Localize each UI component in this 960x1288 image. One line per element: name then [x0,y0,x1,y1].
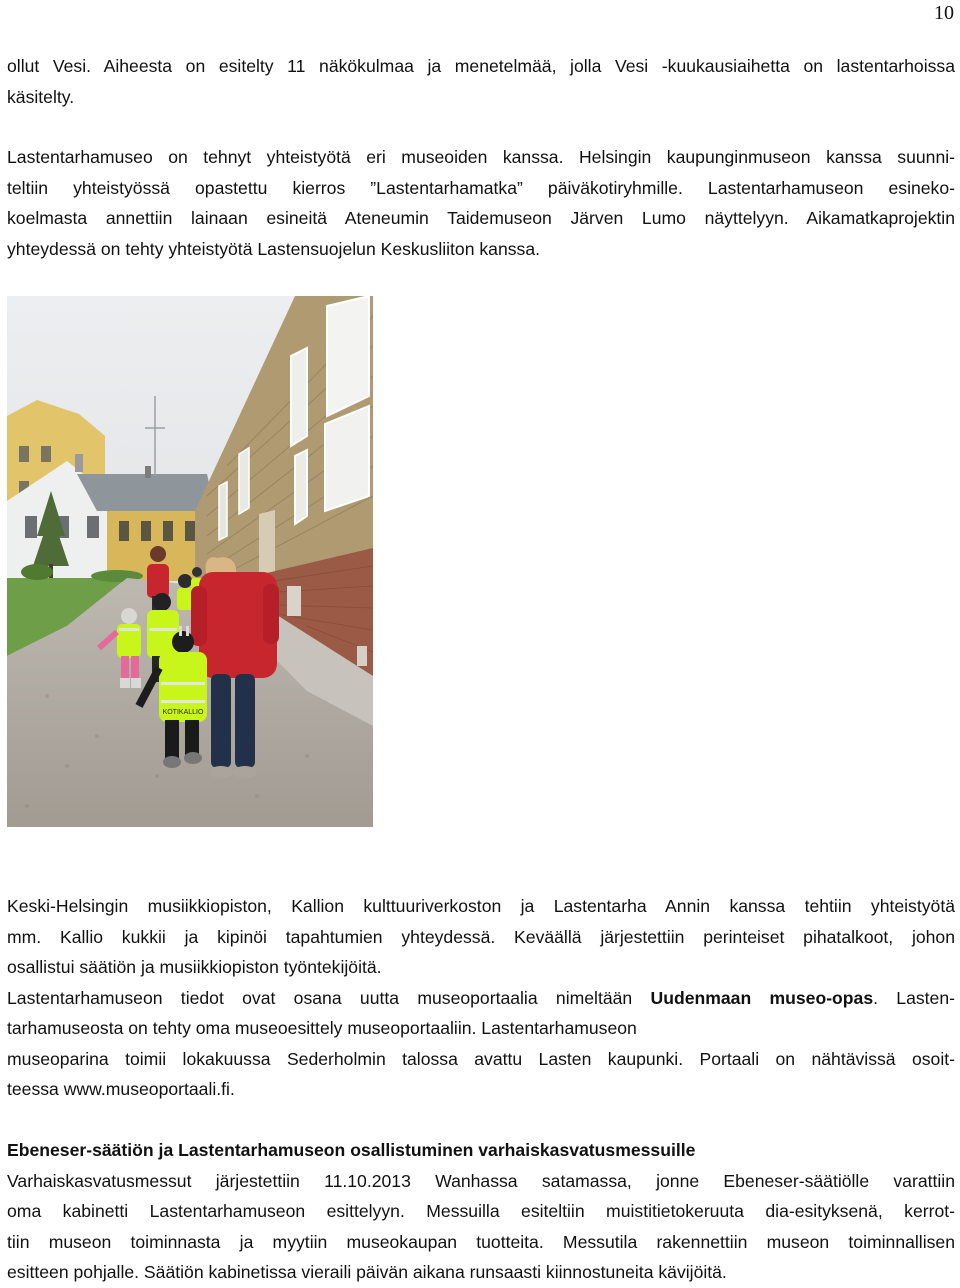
text-line: Varhaiskasvatusmessut järjestettiin 11.10.2013 Wanhassa satamassa, jonne Ebeneser-säätiölle varattiin [7,1170,955,1191]
text-line: käsitelty. [7,86,75,107]
text-line [7,983,955,1014]
text-line: osallistui säätiön ja musiikkiopiston työntekijöitä. [7,957,382,977]
text-line: teltiin yhteistyössä opastettu kierros ”Lastentarhamatka” päiväkotiryhmille. Lastentarhamuseon esineko- [7,177,955,198]
photo-vest-text: KOTIKALLIO [162,709,204,716]
text-line: Keski-Helsingin musiikkiopiston, Kallion kulttuuriverkoston ja Lastentarha Annin kanssa tehtiin yhteistyötä [7,896,955,916]
photo-window [327,296,369,416]
text-line: ollut Vesi. Aiheesta on esitelty 11 näkökulmaa ja menetelmää, jolla Vesi -kuukausiaihetta on lastentarhoissa [7,56,955,76]
page-number: 10 [934,2,954,24]
paragraph-vesi [7,51,955,112]
paragraph-kallio-cooperation [7,891,955,1105]
text-line: yhteydessä on tehty yhteistyötä Lastensuojelun Keskusliiton kanssa. [7,238,541,259]
paragraph-museum-cooperation [7,142,955,264]
text-span: . Lasten- [873,987,955,1008]
section-heading: Ebeneser-säätiön ja Lastentarhamuseon osallistuminen varhaiskasvatusmessuille [7,1140,696,1160]
photo-roof [77,474,215,511]
text-line: Lastentarhamuseo on tehnyt yhteistyötä eri museoiden kanssa. Helsingin kaupunginmuseon kanssa suunni- [7,147,955,167]
text-line: koelmasta annettiin lainaan esineitä Ateneumin Taidemuseon Järven Lumo näyttelyyn. Aikamatkaprojektin [7,208,955,228]
text-line: oma kabinetti Lastentarhamuseon esittelyyn. Messuilla esiteltiin muistitietokeruuta dia-esityksenä, kerrot- [7,1201,955,1221]
photo-children-walking [7,296,373,827]
text-line: teessa www.museoportaali.fi. [7,1079,235,1099]
text-line: mm. Kallio kukkii ja kipinöi tapahtumien yhteydessä. Keväällä järjestettiin perinteiset pihatalkoot, johon [7,926,955,947]
text-line: tarhamuseosta on tehty oma museoesittely museoportaaliin. Lastentarhamuseon [7,1018,637,1038]
text-line: esitteen pohjalle. Säätiön kabinetissa vieraili päivän aikana runsaasti kiinnostuneita kävijöitä. [7,1262,727,1282]
text-span: Lastentarhamuseon tiedot ovat osana uutta museoportaalia nimeltään [7,987,651,1008]
text-line: tiin museon toiminnasta ja myytiin museokaupan tuotteita. Messutila rakennettiin museon toiminnallisen [7,1231,955,1252]
museum-portal-name: Uudenmaan museo-opas [650,987,874,1008]
section-fair [7,1135,955,1288]
text-line: museoparina toimii lokakuussa Sederholmin talossa avattu Lasten kaupunki. Portaali on nähtävissä osoit- [7,1048,955,1069]
